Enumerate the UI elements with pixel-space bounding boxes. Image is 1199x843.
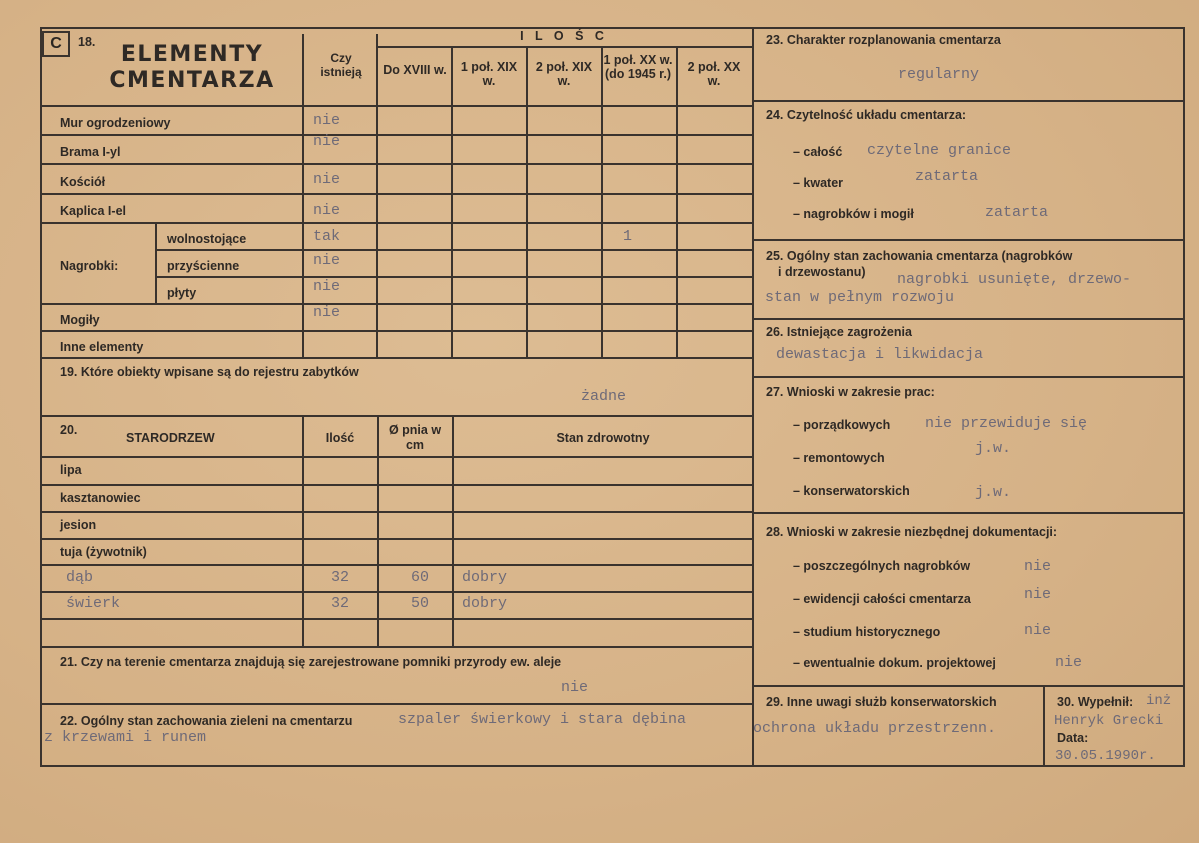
q19-label: 19. Które obiekty wpisane są do rejestru zabytków [60, 365, 359, 379]
q28-ewidencji-value: nie [1024, 586, 1052, 603]
q22-value-line2: z krzewami i runem [44, 729, 207, 746]
q28-projektowej-label: – ewentualnie dokum. projektowej [793, 656, 996, 670]
q24-nagrobkow-value: zatarta [985, 204, 1049, 221]
q29-value: ochrona układu przestrzenn. [753, 720, 997, 737]
swierk-state: dobry [462, 595, 508, 612]
period-header-5: 2 poł. XX w. [687, 60, 741, 89]
q27-porzadkowych-label: – porządkowych [793, 418, 891, 432]
inne-elementy-label: Inne elementy [60, 340, 144, 354]
q23-value: regularny [898, 66, 980, 83]
species-jesion: jesion [60, 518, 97, 532]
q26-label: 26. Istniejące zagrożenia [766, 325, 912, 339]
period-header-1: Do XVIII w. [383, 63, 447, 77]
section-letter-box: C [42, 31, 70, 57]
mogily-label: Mogiły [60, 313, 100, 327]
nagrobki-plyty-label: płyty [167, 286, 197, 300]
q25-value-line1: nagrobki usunięte, drzewo- [897, 271, 1132, 288]
dab-state: dobry [462, 569, 508, 586]
row-label-brama: Brama I-yl [60, 145, 121, 159]
q30-value-line2: Henryk Grecki [1054, 713, 1164, 729]
q28-studium-label: – studium historycznego [793, 625, 941, 639]
q27-konserwatorskich-label: – konserwatorskich [793, 484, 910, 498]
q24-kwater-label: – kwater [793, 176, 844, 190]
species-kasztanowiec: kasztanowiec [60, 491, 141, 505]
nagrobki-przyscienne-value: nie [313, 252, 341, 269]
dab-diameter: 60 [411, 569, 430, 586]
q30-date-value: 30.05.1990r. [1055, 748, 1156, 764]
q26-value: dewastacja i likwidacja [776, 346, 984, 363]
nagrobki-wolnostojace-value: tak [313, 228, 341, 245]
q28-nagrobkow-label: – poszczególnych nagrobków [793, 559, 971, 573]
q27-remontowych-label: – remontowych [793, 451, 885, 465]
q21-value: nie [561, 679, 589, 696]
nagrobki-plyty-value: nie [313, 278, 341, 295]
swierk-diameter: 50 [411, 595, 430, 612]
q21-label: 21. Czy na terenie cmentarza znajdują się zarejestrowane pomniki przyrody ew. aleje [60, 655, 562, 669]
q20-header: STARODRZEW [126, 431, 215, 445]
q24-kwater-value: zatarta [915, 168, 979, 185]
q20-number: 20. [60, 423, 78, 437]
q28-label: 28. Wnioski w zakresie niezbędnej dokumentacji: [766, 525, 1058, 539]
q22-label: 22. Ogólny stan zachowania zieleni na cmentarzu [60, 714, 353, 728]
species-swierk: świerk [66, 595, 121, 612]
q27-konserwatorskich-value: j.w. [975, 484, 1012, 501]
q23-label: 23. Charakter rozplanowania cmentarza [766, 33, 1001, 47]
section-18-title-line1: ELEMENTY [120, 42, 264, 67]
row-label-kaplica: Kaplica I-el [60, 204, 126, 218]
dab-count: 32 [331, 569, 350, 586]
row-value-kosciol: nie [313, 171, 341, 188]
section-18-number: 18. [78, 35, 96, 49]
q24-label: 24. Czytelność układu cmentarza: [766, 108, 967, 122]
species-tuja: tuja (żywotnik) [60, 545, 147, 559]
q29-label: 29. Inne uwagi służb konserwatorskich [766, 695, 997, 709]
section-18-title-line2: CMENTARZA [109, 68, 275, 93]
species-dab: dąb [66, 569, 94, 586]
col-exists-header: Czy istnieją [320, 51, 362, 79]
period-header-3: 2 poł. XIX w. [535, 60, 593, 89]
frame-left [40, 27, 42, 767]
q25-label-line2: i drzewostanu) [778, 265, 866, 279]
q28-nagrobkow-value: nie [1024, 558, 1052, 575]
q25-label-line1: 25. Ogólny stan zachowania cmentarza (nagrobków [766, 249, 1073, 263]
q24-calosc-label: – całość [793, 145, 843, 159]
nagrobki-wolnostojace-count: 1 [623, 228, 633, 245]
q20-col-stan: Stan zdrowotny [556, 431, 650, 445]
row-label-kosciol: Kościół [60, 175, 106, 189]
nagrobki-label: Nagrobki: [60, 259, 119, 273]
swierk-count: 32 [331, 595, 350, 612]
q27-porzadkowych-value: nie przewiduje się [925, 415, 1088, 432]
q30-label: 30. Wypełnił: [1057, 695, 1134, 709]
row-value-brama: nie [313, 133, 341, 150]
row-label-mur: Mur ogrodzeniowy [60, 116, 171, 130]
q28-ewidencji-label: – ewidencji całości cmentarza [793, 592, 971, 606]
col-ilosc-header: I L O Ś C [520, 29, 608, 43]
mogily-value: nie [313, 304, 341, 321]
frame-bottom [40, 765, 1185, 767]
nagrobki-przyscienne-label: przyścienne [167, 259, 240, 273]
q24-nagrobkow-label: – nagrobków i mogił [793, 207, 914, 221]
q27-remontowych-value: j.w. [975, 440, 1012, 457]
frame-middle [752, 27, 754, 767]
row-value-kaplica: nie [313, 202, 341, 219]
q24-calosc-value: czytelne granice [867, 142, 1012, 159]
frame-right [1183, 27, 1185, 767]
q30-date-label: Data: [1057, 731, 1089, 745]
q19-value: żadne [581, 388, 627, 405]
q25-value-line2: stan w pełnym rozwoju [765, 289, 955, 306]
row-value-mur: nie [313, 112, 341, 129]
period-header-4: 1 poł. XX w. (do 1945 r.) [603, 53, 673, 81]
q28-studium-value: nie [1024, 622, 1052, 639]
q30-value-line1: inż [1146, 693, 1172, 709]
species-lipa: lipa [60, 463, 82, 477]
nagrobki-wolnostojace-label: wolnostojące [167, 232, 247, 246]
frame-top [40, 27, 1185, 29]
q27-label: 27. Wnioski w zakresie prac: [766, 385, 935, 399]
period-header-2: 1 poł. XIX w. [460, 60, 518, 89]
q20-col-pnia: Ø pnia w cm [388, 423, 442, 452]
q20-col-ilosc: Ilość [325, 431, 355, 445]
q22-value-line1: szpaler świerkowy i stara dębina [398, 711, 687, 728]
q28-projektowej-value: nie [1055, 654, 1083, 671]
